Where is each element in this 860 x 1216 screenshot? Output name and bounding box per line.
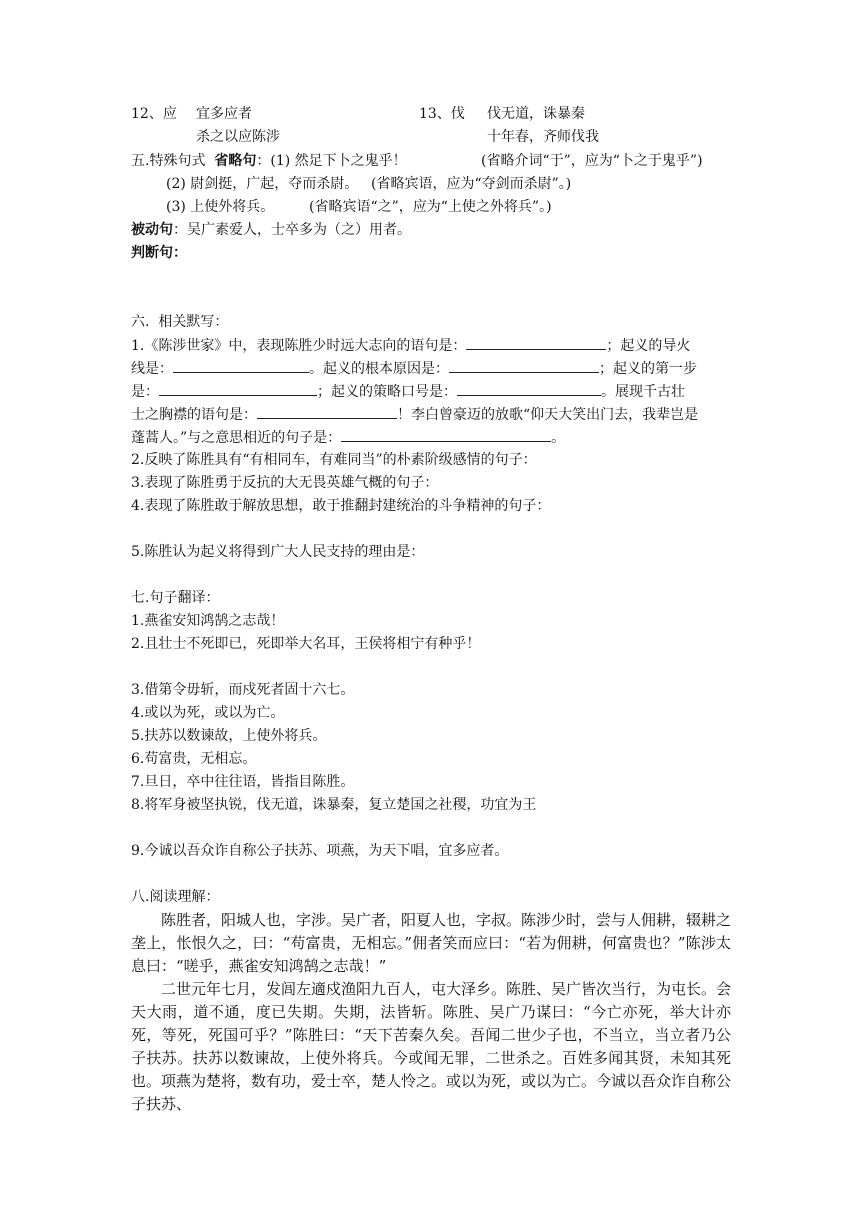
passive-row [131,219,411,241]
dictation-q1-line2 [131,357,697,380]
translation-item: 7.旦日，卒中往往语，皆指目陈胜。 [131,774,355,790]
translation-item: 4.或以为死，或以为亡。 [131,705,285,721]
judge-label: 判断句 [131,245,173,261]
dictation-q1-text-l: 。 [551,430,566,446]
answer-blank[interactable] [449,357,599,373]
dictation-q1-line5 [131,426,565,449]
dictation-q1-text-h: 。展现千古壮 [601,384,685,400]
translation-item: 8.将军身被坚执锐，伐无道，诛暴秦，复立楚国之社稷，功宜为王 [131,797,537,813]
dictation-q1-line1 [131,334,690,357]
dictation-q1-text-i: 士之胸襟的语句是： [131,407,257,423]
section-5-title: 五.特殊句式 [131,153,206,169]
translation-item: 1.燕雀安知鸿鹄之志哉！ [131,613,285,629]
dictation-q4: 4.表现了陈胜敢于解放思想，敢于推翻封建统治的斗争精神的句子： [131,498,551,514]
passage-paragraph-2: 二世元年七月，发闾左適戍渔阳九百人，屯大泽乡。陈胜、吴广皆次当行，为屯长。会天大雨，道不通，度已失期。失期，法皆斩。陈胜、吴广乃谋曰：“今亡亦死，举大计亦死，等死，死国可乎？”陈胜曰：“天下苦秦久矣。吾闻二世少子也，不当立，当立者乃公子扶苏。扶苏以数谏故，上使外将兵。今或闻无罪，二世杀之。百姓多闻其贤，未知其死也。项燕为楚将，数有功，爱士卒，楚人怜之。或以为死，或以为亡。今诚以吾众诈自称公子扶苏、 [131,980,732,1113]
dictation-q1-text-c: 线是： [131,361,173,377]
item-12-row [131,103,585,125]
dictation-q1-text-j: ！李白曾豪迈的放歌“仰天大笑出门去，我辈岂是 [397,407,699,423]
omit-note-1: (省略介词“于”，应为“卜之于鬼乎”) [481,153,703,169]
dictation-q1-text-e: ；起义的第一步 [599,361,697,377]
passage-paragraph-1: 陈胜者，阳城人也，字涉。吴广者，阳夏人也，字叔。陈涉少时，尝与人佣耕，辍耕之垄上，怅恨久之，曰：“苟富贵，无相忘。”佣者笑而应曰：“若为佣耕，何富贵也？”陈涉太息曰：“嗟乎，燕雀安知鸿鹄之志哉！” [131,911,732,975]
reading-passage [131,909,731,1116]
dictation-q1-text-a: 1.《陈涉世家》中，表现陈胜少时远大志向的语句是： [131,338,467,354]
passive-text: ：吴广素爱人，士卒多为（之）用者。 [173,222,411,238]
translation-item: 9.今诚以吾众诈自称公子扶苏、项燕，为天下唱，宜多应者。 [131,843,509,859]
item-12-number: 12、应 [131,106,177,122]
dictation-q1-text-k: 蓬蒿人。”与之意思相近的句子是： [131,430,342,446]
dictation-q1-text-d: 。起义的根本原因是： [309,361,449,377]
dictation-q1-line3 [131,380,685,403]
item-13-example-a: 伐无道，诛暴秦 [487,106,585,122]
dictation-q3: 3.表现了陈胜勇于反抗的大无畏英雄气概的句子： [131,475,439,491]
section-7-title: 七.句子翻译： [131,590,220,606]
dictation-q1-text-g: ；起义的策略口号是： [317,384,457,400]
answer-blank[interactable] [159,380,317,396]
dictation-q2: 2.反映了陈胜具有“有相同车，有难同当”的朴素阶级感情的句子： [131,452,537,468]
omit-sentence-3: (3) 上使外将兵。 [166,199,275,215]
passive-label: 被动句 [131,222,173,238]
omit-row-2 [166,173,572,195]
answer-blank[interactable] [457,380,601,396]
answer-blank[interactable] [257,403,397,419]
omit-note-3: (省略宾语“之”，应为“上使之外将兵”。) [309,199,552,215]
translation-item: 5.扶苏以数谏故，上使外将兵。 [131,728,327,744]
omit-sentence-1: ：(1) 然足下卜之鬼乎！ [256,153,407,169]
dictation-q1-line4 [131,403,698,426]
answer-blank[interactable] [466,334,606,350]
item-12-example-b: 杀之以应陈涉 [196,129,280,145]
omit-row-3 [166,196,552,218]
section-8-title: 八.阅读理解： [131,889,220,905]
dictation-q5: 5.陈胜认为起义将得到广大人民支持的理由是： [131,544,425,560]
judge-colon: ： [173,245,187,261]
judge-row [131,242,187,264]
answer-blank[interactable] [341,426,551,442]
item-13-number: 13、伐 [419,106,465,122]
omit-label: 省略句 [214,153,257,169]
omit-note-2: (省略宾语，应为“夺剑而杀尉”。) [371,176,572,192]
answer-blank[interactable] [173,357,309,373]
translation-item: 6.苟富贵，无相忘。 [131,751,257,767]
item-13-example-b: 十年春，齐师伐我 [487,129,599,145]
omit-sentence-2: (2) 尉剑挺，广起，夺而杀尉。 [166,176,359,192]
section-6-title: 六. 相关默写： [131,314,229,330]
item-12-example-a: 宜多应者 [196,106,252,122]
dictation-q1-text-b: ；起义的导火 [606,338,691,354]
translation-item: 2.且壮士不死即已，死即举大名耳，王侯将相宁有种乎！ [131,636,481,652]
dictation-q1-text-f: 是： [131,384,159,400]
translation-item: 3.借第令毋斩，而戍死者固十六七。 [131,682,355,698]
special-sentence-heading [131,150,703,172]
